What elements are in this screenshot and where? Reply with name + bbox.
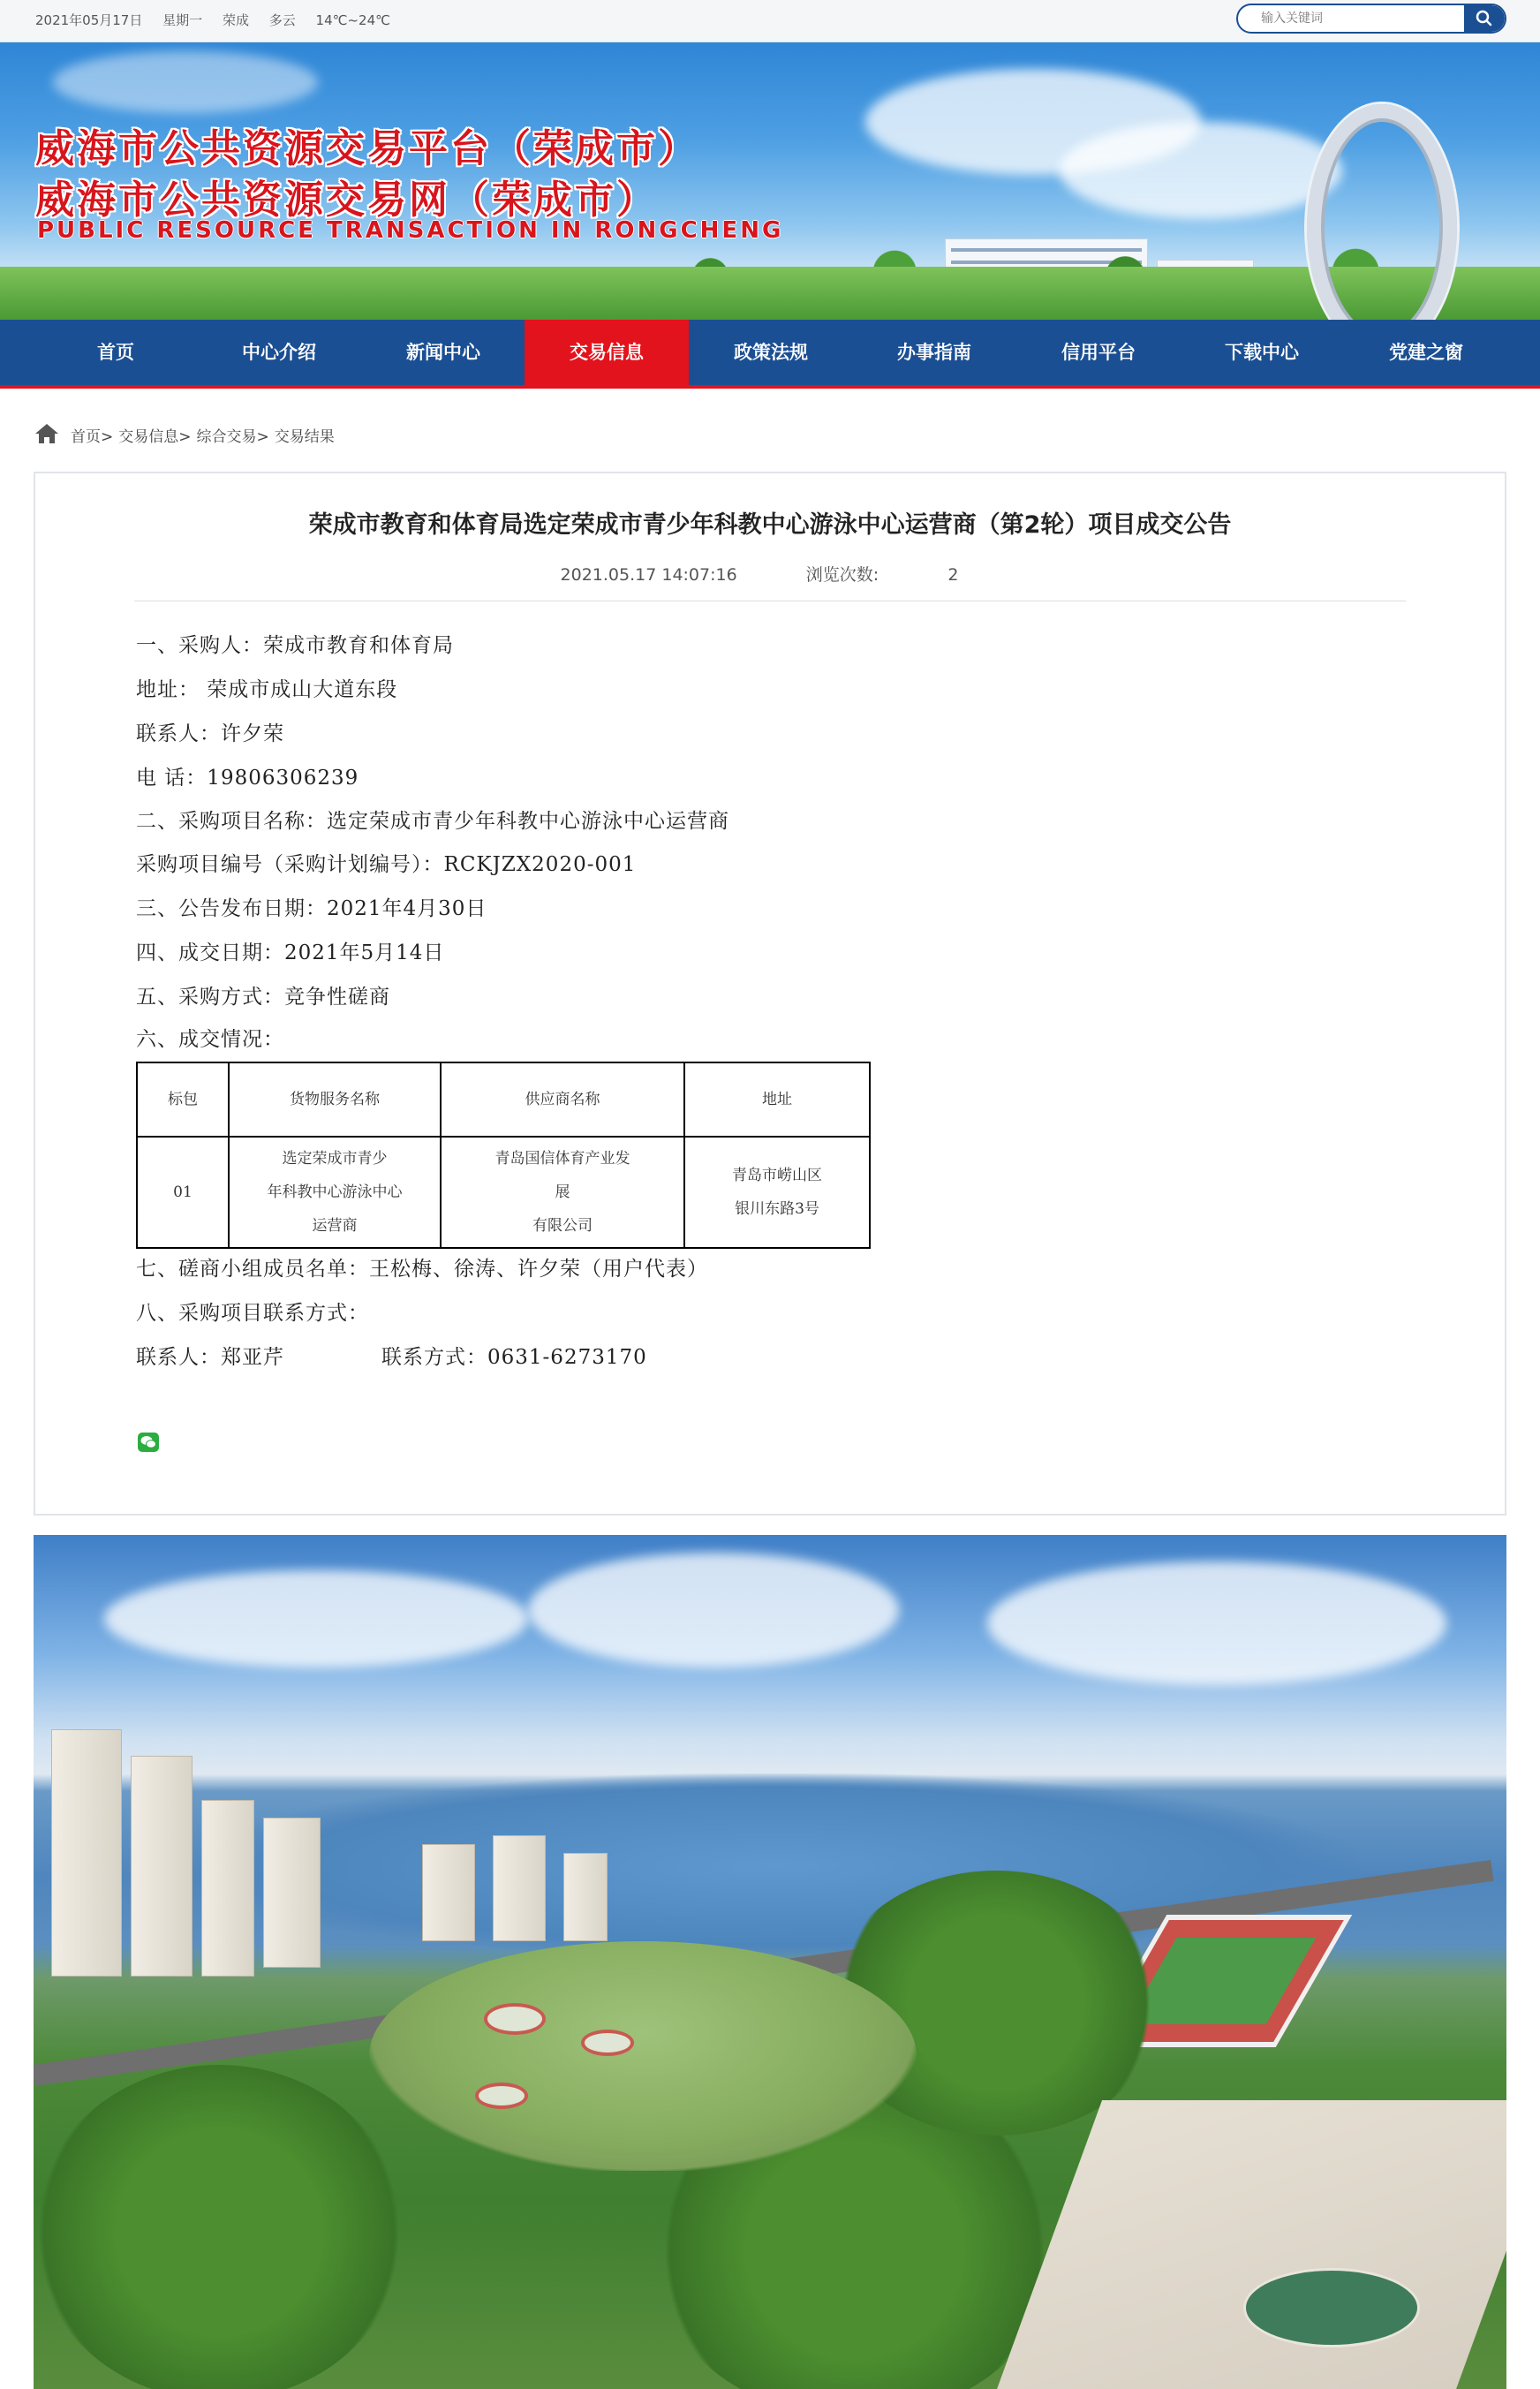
render-tower bbox=[131, 1756, 192, 1977]
supplier-line: 有限公司 bbox=[532, 1217, 593, 1235]
contact-phone: 联系方式：0631-6273170 bbox=[381, 1346, 647, 1369]
date-text: 2021年05月17日 bbox=[35, 12, 143, 28]
banner-ground bbox=[0, 267, 1540, 320]
service-line: 运营商 bbox=[312, 1217, 358, 1235]
table-header-cell: 地址 bbox=[684, 1062, 870, 1137]
render-cloud bbox=[528, 1553, 899, 1667]
body-line: 采购项目编号（采购计划编号）：RCKJZX2020-001 bbox=[136, 853, 637, 876]
search-input[interactable] bbox=[1238, 5, 1468, 32]
banner-cloud bbox=[1060, 122, 1342, 219]
search-icon bbox=[1475, 10, 1494, 27]
nav-item-guide[interactable]: 办事指南 bbox=[897, 342, 971, 363]
ring-sculpture-image bbox=[1307, 104, 1457, 320]
service-cell bbox=[229, 1137, 441, 1248]
address-line: 银川东路3号 bbox=[735, 1200, 819, 1218]
article-meta bbox=[35, 562, 1505, 586]
wechat-share-button[interactable] bbox=[138, 1433, 159, 1452]
contact-name: 联系人：郑亚芹 bbox=[136, 1346, 284, 1369]
body-line: 七、磋商小组成员名单：王松梅、徐涛、许夕荣（用户代表） bbox=[136, 1258, 708, 1281]
render-green-roof-building bbox=[369, 1941, 917, 2171]
breadcrumb-trade-info[interactable]: 交易信息> bbox=[118, 428, 192, 446]
address-cell bbox=[684, 1137, 870, 1248]
render-pool bbox=[1243, 2268, 1420, 2347]
table-header-cell: 标包 bbox=[137, 1062, 229, 1137]
header-banner bbox=[0, 42, 1540, 320]
body-line: 五、采购方式：竞争性磋商 bbox=[136, 986, 390, 1009]
nav-item-credit[interactable]: 信用平台 bbox=[1061, 342, 1136, 363]
nav-item-home[interactable]: 首页 bbox=[97, 342, 134, 363]
nav-item-download[interactable]: 下载中心 bbox=[1225, 342, 1299, 363]
top-info-bar bbox=[0, 0, 1540, 42]
body-line: 四、成交日期：2021年5月14日 bbox=[136, 941, 445, 964]
body-line: 联系人：许夕荣 bbox=[136, 722, 284, 745]
render-tower bbox=[493, 1835, 546, 1941]
body-line: 一、采购人：荣成市教育和体育局 bbox=[136, 634, 454, 657]
body-line: 六、成交情况： bbox=[136, 1028, 284, 1051]
park-rendering-image bbox=[34, 1535, 1506, 2389]
home-icon bbox=[34, 422, 60, 445]
service-line: 选定荣成市青少 bbox=[282, 1150, 388, 1168]
render-plaza bbox=[996, 2100, 1506, 2389]
temperature-text: 14℃~24℃ bbox=[315, 12, 390, 28]
supplier-cell bbox=[441, 1137, 684, 1248]
lot-cell: 01 bbox=[137, 1137, 229, 1248]
result-table bbox=[136, 1062, 871, 1249]
weather-text: 多云 bbox=[268, 12, 296, 28]
render-trees bbox=[34, 2065, 404, 2389]
views-count: 2 bbox=[947, 565, 959, 585]
nav-item-party[interactable]: 党建之窗 bbox=[1389, 342, 1463, 363]
address-line: 青岛市崂山区 bbox=[732, 1167, 822, 1184]
article-title: 荣成市教育和体育局选定荣成市青少年科教中心游泳中心运营商（第2轮）项目成交公告 bbox=[308, 511, 1232, 539]
body-line: 地址： 荣成市成山大道东段 bbox=[136, 678, 398, 701]
nav-item-trade-info[interactable]: 交易信息 bbox=[525, 320, 689, 385]
render-tower bbox=[51, 1729, 122, 1977]
date-weather-info bbox=[35, 11, 406, 29]
site-title-line1: 威海市公共资源交易平台（荣成市） bbox=[35, 126, 699, 171]
main-nav bbox=[0, 320, 1540, 389]
table-header-row bbox=[137, 1062, 870, 1137]
site-title-en: PUBLIC RESOURCE TRANSACTION IN RONGCHENG bbox=[37, 217, 784, 244]
breadcrumb-comprehensive[interactable]: 综合交易> bbox=[196, 428, 269, 446]
site-title-line2: 威海市公共资源交易网（荣成市） bbox=[35, 178, 658, 223]
table-header-cell: 供应商名称 bbox=[441, 1062, 684, 1137]
article-panel bbox=[34, 472, 1506, 1516]
weekday-text: 星期一 bbox=[162, 12, 203, 28]
table-row bbox=[137, 1137, 870, 1248]
render-tower bbox=[263, 1818, 321, 1968]
supplier-line: 展 bbox=[555, 1183, 570, 1201]
body-line: 电 话：19806306239 bbox=[136, 767, 359, 790]
publish-datetime: 2021.05.17 14:07:16 bbox=[560, 565, 737, 585]
nav-item-policy[interactable]: 政策法规 bbox=[734, 342, 808, 363]
service-line: 年科教中心游泳中心 bbox=[267, 1183, 403, 1201]
search-button[interactable] bbox=[1464, 5, 1505, 32]
body-line: 八、采购项目联系方式： bbox=[136, 1302, 369, 1325]
city-text: 荣成 bbox=[222, 12, 249, 28]
contact-line bbox=[136, 1341, 647, 1370]
nav-item-about[interactable]: 中心介绍 bbox=[242, 342, 316, 363]
banner-cloud bbox=[53, 51, 318, 113]
wechat-icon bbox=[140, 1434, 157, 1450]
body-line: 二、采购项目名称：选定荣成市青少年科教中心游泳中心运营商 bbox=[136, 810, 729, 833]
body-line: 三、公告发布日期：2021年4月30日 bbox=[136, 897, 487, 920]
nav-item-news[interactable]: 新闻中心 bbox=[406, 342, 480, 363]
table-header-cell: 货物服务名称 bbox=[229, 1062, 441, 1137]
breadcrumb-home[interactable]: 首页> bbox=[71, 428, 114, 446]
views-label: 浏览次数: bbox=[805, 565, 879, 585]
breadcrumb-result[interactable]: 交易结果 bbox=[274, 428, 335, 446]
render-cloud bbox=[104, 1570, 528, 1667]
search-box bbox=[1236, 4, 1506, 34]
render-tower bbox=[563, 1853, 608, 1941]
render-tower bbox=[201, 1800, 254, 1977]
supplier-line: 青岛国信体育产业发 bbox=[494, 1150, 630, 1168]
render-cloud bbox=[987, 1561, 1446, 1685]
render-tower bbox=[422, 1844, 475, 1941]
